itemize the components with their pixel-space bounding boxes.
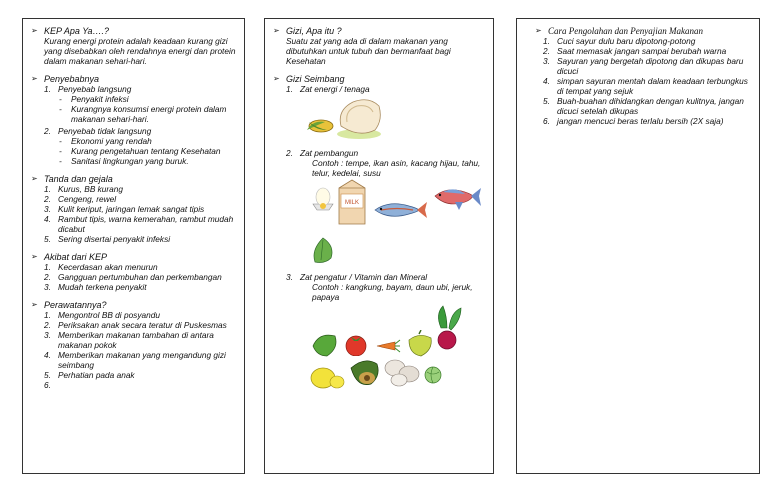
tropical-fish-icon xyxy=(431,182,483,212)
list-item xyxy=(44,320,236,330)
list-item xyxy=(44,234,236,244)
item-text: Kecerdasan akan menurun xyxy=(58,262,158,272)
item-text: Periksakan anak secara teratur di Puskesmas xyxy=(58,320,227,330)
section-gizi-seimbang xyxy=(273,74,485,392)
item-text: Penyebab tidak langsung xyxy=(58,126,152,136)
item-number: 3. xyxy=(44,330,51,340)
sub-item: - Ekonomi yang rendah xyxy=(59,136,152,146)
corn-icon xyxy=(303,116,335,136)
item-number: 6. xyxy=(44,380,51,390)
list-item xyxy=(44,272,236,282)
item-number: 1. xyxy=(44,84,51,94)
section-akibat xyxy=(31,252,236,292)
item-text: Mudah terkena penyakit xyxy=(58,282,147,292)
section-title: Gizi, Apa itu ? xyxy=(286,26,342,36)
section-body: Suatu zat yang ada di dalam makanan yang dibutuhkan untuk tubuh dan bermanfaat bagi Kesehatan xyxy=(286,36,451,66)
section-title: Tanda dan gejala xyxy=(44,174,113,184)
item-number: 3. xyxy=(44,204,51,214)
panel-gizi xyxy=(264,18,494,474)
item-number: 1. xyxy=(286,84,293,94)
list-item xyxy=(44,282,236,292)
cabbage-icon xyxy=(423,364,443,386)
list-item xyxy=(44,370,236,380)
list-item xyxy=(44,350,236,370)
list-item xyxy=(44,126,236,136)
item-number: 4. xyxy=(44,350,51,360)
item-text xyxy=(58,380,236,390)
energy-food-illustration xyxy=(273,94,485,146)
list-item xyxy=(543,36,751,46)
section-gizi xyxy=(273,26,485,66)
list-item xyxy=(543,76,751,96)
item-number: 4. xyxy=(543,76,550,86)
item-detail: Contoh : kangkung, bayam, daun ubi, jeruk, papaya xyxy=(312,282,473,302)
item-text: Cengeng, rewel xyxy=(58,194,117,204)
list-item xyxy=(286,148,485,158)
item-number: 6. xyxy=(543,116,550,126)
item-text: Kulit keriput, jaringan lemak sangat tipis xyxy=(58,204,205,214)
section-kep xyxy=(31,26,236,66)
arrow-bullet-icon: ➢ xyxy=(31,174,38,183)
protein-food-illustration xyxy=(273,178,485,274)
sub-item-text: Ekonomi yang rendah xyxy=(71,136,152,146)
list-item xyxy=(44,204,236,214)
arrow-bullet-icon: ➢ xyxy=(31,252,38,261)
egg-icon xyxy=(309,184,337,212)
item-number: 5. xyxy=(543,96,550,106)
arrow-bullet-icon: ➢ xyxy=(273,74,280,83)
item-number: 2. xyxy=(44,194,51,204)
list-item xyxy=(44,84,236,94)
item-text: Zat pengatur / Vitamin dan Mineral xyxy=(300,272,428,282)
list-item xyxy=(44,310,236,320)
item-text: Saat memasak jangan sampai berubah warna xyxy=(557,46,727,56)
item-number: 1. xyxy=(44,184,51,194)
item-text: Zat pembangun xyxy=(300,148,359,158)
item-text: Kurus, BB kurang xyxy=(58,184,124,194)
item-text: Buah-buahan dihidangkan dengan kulitnya, jangan dicuci setelah dikupas xyxy=(557,96,744,116)
sub-item-text: Kurang pengetahuan tentang Kesehatan xyxy=(71,146,221,156)
item-number: 1. xyxy=(44,262,51,272)
panel-pengolahan xyxy=(516,18,760,474)
item-number: 4. xyxy=(44,214,51,224)
list-item xyxy=(44,262,236,272)
item-number: 2. xyxy=(543,46,550,56)
sub-item: - Kurang pengetahuan tentang Kesehatan xyxy=(59,146,221,156)
sub-item-text: Penyakit infeksi xyxy=(71,94,129,104)
section-title: Perawatannya? xyxy=(44,300,107,310)
item-text: Memberikan makanan yang mengandung gizi seimbang xyxy=(58,350,226,370)
arrow-bullet-icon: ➢ xyxy=(31,300,38,309)
section-title: Akibat dari KEP xyxy=(44,252,108,262)
list-item xyxy=(44,380,236,390)
item-text: Perhatian pada anak xyxy=(58,370,135,380)
section-title: Cara Pengolahan dan Penyajian Makanan xyxy=(548,26,703,36)
list-item xyxy=(44,194,236,204)
item-text: Mengontrol BB di posyandu xyxy=(58,310,160,320)
item-number: 1. xyxy=(44,310,51,320)
list-item xyxy=(543,46,751,56)
salted-fish-icon xyxy=(371,198,429,222)
item-number: 2. xyxy=(286,148,293,158)
item-text: Sayuran yang bergetah dipotong dan dikupas baru dicuci xyxy=(557,56,744,76)
section-title: KEP Apa Ya….? xyxy=(44,26,110,36)
item-text: Penyebab langsung xyxy=(58,84,132,94)
list-item xyxy=(543,56,751,76)
item-text: Sering disertai penyakit infeksi xyxy=(58,234,171,244)
item-number: 2. xyxy=(44,272,51,282)
green-leaf-icon xyxy=(311,236,335,266)
item-number: 2. xyxy=(44,320,51,330)
section-title: Gizi Seimbang xyxy=(286,74,345,84)
section-penyebab xyxy=(31,74,236,166)
arrow-bullet-icon: ➢ xyxy=(31,26,38,35)
item-number: 5. xyxy=(44,234,51,244)
vitamin-food-illustration xyxy=(273,302,485,392)
sub-item: - Kurangnya konsumsi energi protein dalam makanan sehari-hari. xyxy=(59,104,236,124)
eggplant-icon xyxy=(347,356,383,390)
panel-kep xyxy=(22,18,245,474)
item-number: 2. xyxy=(44,126,51,136)
pepper-icon xyxy=(405,330,435,358)
section-perawatan xyxy=(31,300,236,390)
item-number: 1. xyxy=(543,36,550,46)
sub-item-text: Sanitasi lingkungan yang buruk. xyxy=(71,156,189,166)
tomato-icon xyxy=(343,332,369,356)
item-text: Gangguan pertumbuhan dan perkembangan xyxy=(58,272,222,282)
list-item xyxy=(543,96,751,116)
item-number: 5. xyxy=(44,370,51,380)
item-number: 3. xyxy=(44,282,51,292)
item-text: Rambut tipis, warna kemerahan, rambut mudah dicabut xyxy=(58,214,234,234)
arrow-bullet-icon: ➢ xyxy=(273,26,280,35)
item-text: Cuci sayur dulu baru dipotong-potong xyxy=(557,36,696,46)
mushroom-icon xyxy=(383,356,421,388)
carrot-icon xyxy=(373,338,401,354)
item-number: 3. xyxy=(543,56,550,66)
list-item xyxy=(44,184,236,194)
lemon-icon xyxy=(309,362,345,390)
sub-item: - Penyakit infeksi xyxy=(59,94,129,104)
item-text: Memberikan makanan tambahan di antara makanan pokok xyxy=(58,330,214,350)
section-pengolahan xyxy=(525,26,751,126)
milk-carton-icon xyxy=(335,178,369,226)
spinach-leaf-icon xyxy=(311,332,339,358)
beetroot-icon xyxy=(433,304,463,352)
item-text: Zat energi / tenaga xyxy=(300,84,370,94)
rice-bread-icon xyxy=(335,96,383,140)
arrow-bullet-icon: ➢ xyxy=(31,74,38,83)
item-text: jangan mencuci beras terlalu bersih (2X saja) xyxy=(557,116,724,126)
section-title: Penyebabnya xyxy=(44,74,100,84)
list-item xyxy=(543,116,751,126)
sub-item: - Sanitasi lingkungan yang buruk. xyxy=(59,156,189,166)
section-tanda xyxy=(31,174,236,244)
section-body: Kurang energi protein adalah keadaan kurang gizi yang disebabkan oleh rendahnya energi dan protein dalam makanan sehari-hari. xyxy=(44,36,236,66)
list-item xyxy=(44,330,236,350)
list-item xyxy=(286,84,485,94)
list-item xyxy=(44,214,236,234)
item-detail: Contoh : tempe, ikan asin, kacang hijau, tahu, telur, kedelai, susu xyxy=(312,158,481,178)
item-text: simpan sayuran mentah dalam keadaan terbungkus di tempat yang sejuk xyxy=(557,76,748,96)
sub-item-text: Kurangnya konsumsi energi protein dalam makanan sehari-hari. xyxy=(71,104,227,124)
item-number: 3. xyxy=(286,272,293,282)
arrow-bullet-icon: ➢ xyxy=(535,26,542,35)
milk-label: MILK xyxy=(344,200,360,206)
